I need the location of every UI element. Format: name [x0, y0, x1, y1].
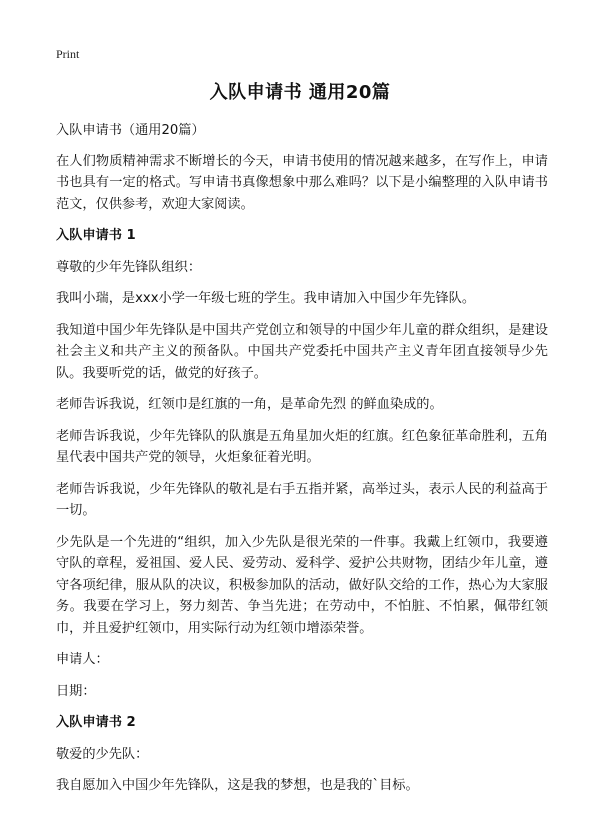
salutation: 敬爱的少先队：	[56, 746, 149, 762]
document-title: 入队申请书 通用20篇	[209, 82, 391, 103]
body-paragraph: 我知道中国少年先锋队是中国共产党创立和领导的中国少年儿童的群众组织，是建设社会主义和共产主义的预备队。中国共产党委托中国共产主义青年团直接领导少先队。我要听党的话，做党的好孩子。	[56, 322, 548, 381]
body-paragraph: 我叫小瑞，是xxx小学一年级七班的学生。我申请加入中国少年先锋队。	[56, 291, 476, 306]
body-paragraph: 老师告诉我说，少年先锋队的队旗是五角星加火炬的红旗。红色象征革命胜利，五角星代表中国共产党的领导，火炬象征着光明。	[56, 428, 548, 465]
body-paragraph: 老师告诉我说，红领巾是红旗的一角，是革命先烈 的鲜血染成的。	[56, 397, 443, 412]
intro-paragraph: 在人们物质精神需求不断增长的今天，申请书使用的情况越来越多，在写作上，申请书也具有一定的格式。写申请书真像想象中那么难吗？以下是小编整理的入队申请书范文，仅供参考，欢迎大家阅读。	[56, 153, 548, 212]
body-paragraph: 我自愿加入中国少年先锋队，这是我的梦想，也是我的`目标。	[56, 778, 419, 793]
document-body	[56, 120, 548, 807]
document-subtitle: 入队申请书（通用20篇）	[56, 123, 205, 138]
body-paragraph: 少先队是一个先进的“组织，加入少先队是很光荣的一件事。我戴上红领巾，我要遵守队的章程，爱祖国、爱人民、爱劳动、爱科学、爱护公共财物，团结少年儿童，遵守各项纪律，服从队的决议，积极参加队的活动，做好队交给的工作，热心为大家服务。我要在学习上，努力刻苦、争当先进；在劳动中，不怕脏、不怕累，佩带红领巾，并且爱护红领巾，用实际行动为红领巾增添荣誉。	[56, 534, 548, 636]
date-line: 日期：	[56, 683, 96, 699]
print-link[interactable]: Print	[56, 47, 80, 61]
salutation: 尊敬的少年先锋队组织：	[56, 259, 202, 275]
applicant-line: 申请人：	[56, 652, 109, 667]
section-heading: 入队申请书 2	[56, 715, 136, 730]
section-heading: 入队申请书 1	[56, 228, 136, 243]
body-paragraph: 老师告诉我说，少年先锋队的敬礼是右手五指并紧，高举过头，表示人民的利益高于一切。	[56, 481, 548, 518]
